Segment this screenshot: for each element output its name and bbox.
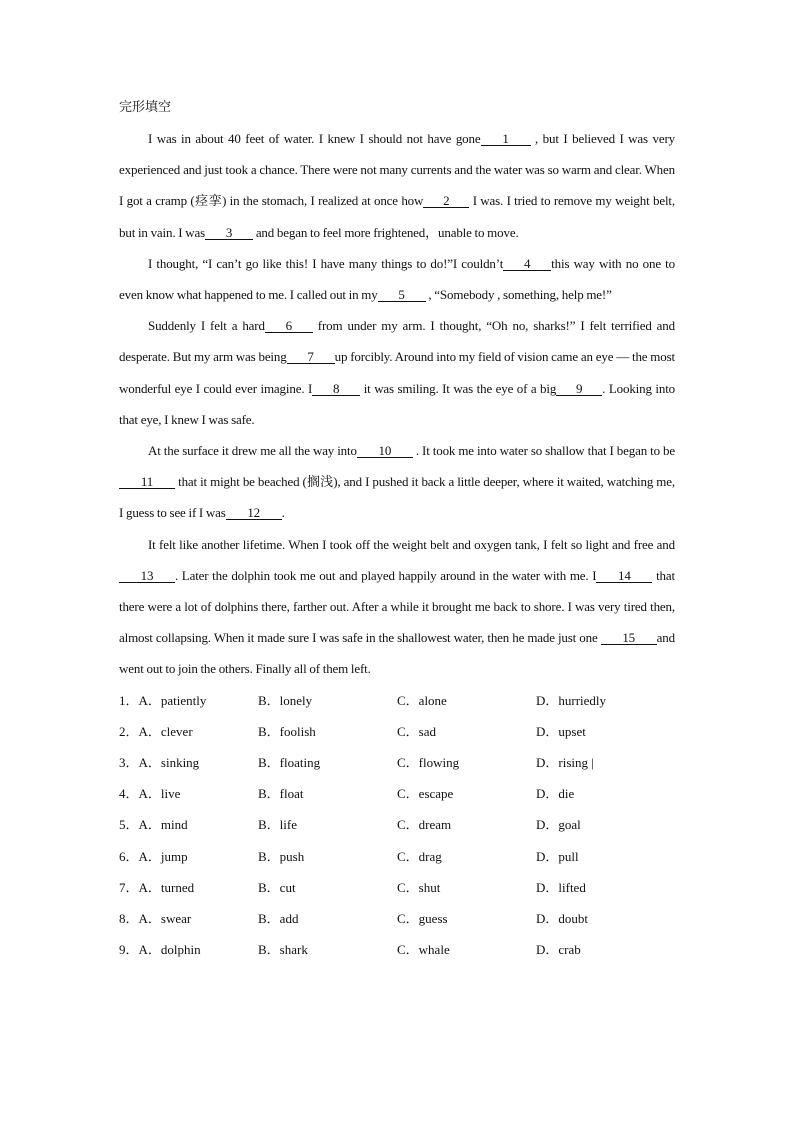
passage-paragraph — [119, 529, 675, 685]
passage-text: . — [281, 505, 285, 521]
passage-text: I was. I tried to remove my weight belt, but in vain. I was — [119, 193, 675, 240]
passage-text: , “Somebody , something, help me!” — [425, 287, 612, 303]
option-text: C．guess — [397, 910, 448, 926]
option-text: C．escape — [397, 786, 454, 802]
blank-7: 7 — [287, 350, 335, 364]
option-text: B．foolish — [258, 723, 316, 739]
question-number: 5． — [119, 817, 139, 833]
option-d — [536, 685, 675, 716]
passage-text: that there were a lot of dolphins there, farther out. After a while it brought me back to shore. I was very tired then, almost collapsing. When it made sure I was safe in the shallowest water, then he made just one — [119, 567, 675, 646]
option-text: A．sinking — [138, 755, 200, 771]
option-text: C．shut — [397, 879, 441, 895]
blank-1: 1 — [481, 132, 531, 146]
option-b — [258, 778, 397, 809]
passage-text: . Looking into that eye, I knew I was safe. — [119, 380, 676, 427]
question-row — [119, 716, 675, 747]
option-d — [536, 716, 675, 747]
option-a — [119, 685, 258, 716]
question-number: 3． — [119, 755, 139, 771]
option-b — [258, 809, 397, 840]
passage-text: . Later the dolphin took me out and played happily around in the water with me. I — [175, 567, 597, 583]
question-row — [119, 747, 675, 778]
option-d — [536, 903, 675, 934]
option-text: C．whale — [397, 942, 450, 958]
option-c — [397, 685, 536, 716]
option-a — [119, 716, 258, 747]
blank-14: 14 — [596, 569, 652, 583]
blank-13: 13 — [119, 569, 175, 583]
option-text: D．pull — [536, 848, 579, 864]
option-d — [536, 778, 675, 809]
option-text: A．turned — [138, 879, 195, 895]
option-c — [397, 778, 536, 809]
blank-12: 12 — [226, 506, 282, 520]
passage-text: At the surface it drew me all the way into — [148, 443, 357, 459]
option-text: C．dream — [397, 817, 452, 833]
blank-3: 3 — [205, 226, 253, 240]
option-c — [397, 747, 536, 778]
option-text: A．patiently — [138, 692, 207, 708]
option-b — [258, 872, 397, 903]
option-text: D．die — [536, 786, 575, 802]
option-text: D．doubt — [536, 910, 589, 926]
option-text: C．drag — [397, 848, 442, 864]
option-text: D．goal — [536, 817, 581, 833]
passage-text: up forcibly. Around into my field of vision came an eye — the most wonderful eye I could ever imagine. I — [119, 349, 675, 396]
answer-options — [119, 685, 675, 966]
option-d — [536, 809, 675, 840]
question-row — [119, 841, 675, 872]
option-text: D．rising | — [536, 755, 594, 771]
option-text: C．sad — [397, 723, 437, 739]
blank-15: 15 — [601, 631, 657, 645]
option-text: D．upset — [536, 723, 586, 739]
option-text: C．flowing — [397, 755, 460, 771]
option-d — [536, 747, 675, 778]
passage-paragraph — [119, 435, 675, 529]
passage-text: , but I believed I was very experienced and just took a chance. There were not many currents and the water was so warm and clear. When I got a cramp (痉挛) in the stomach, I realized at once how — [119, 131, 675, 209]
blank-10: 10 — [357, 444, 413, 458]
question-row — [119, 872, 675, 903]
blank-8: 8 — [312, 382, 360, 396]
option-b — [258, 747, 397, 778]
passage-text: It felt like another lifetime. When I took off the weight belt and oxygen tank, I felt so light and free and — [148, 536, 675, 552]
question-row — [119, 778, 675, 809]
blank-11: 11 — [119, 475, 175, 489]
question-number: 8． — [119, 910, 139, 926]
option-c — [397, 872, 536, 903]
option-text: B．shark — [258, 942, 308, 958]
document-page — [119, 92, 675, 965]
question-row — [119, 903, 675, 934]
option-d — [536, 934, 675, 965]
option-a — [119, 903, 258, 934]
passage-paragraph — [119, 123, 675, 248]
option-c — [397, 934, 536, 965]
option-text: D．lifted — [536, 879, 586, 895]
section-title: 完形填空 — [119, 100, 172, 115]
option-text: B．float — [258, 786, 304, 802]
blank-9: 9 — [556, 382, 602, 396]
option-text: C．alone — [397, 692, 447, 708]
question-number: 2． — [119, 723, 139, 739]
option-text: A．clever — [138, 723, 193, 739]
passage-text: I was in about 40 feet of water. I knew I should not have gone — [148, 131, 481, 146]
option-text: B．push — [258, 848, 305, 864]
passage-paragraph — [119, 248, 675, 310]
option-text: A．live — [138, 786, 181, 802]
question-number: 6． — [119, 848, 139, 864]
option-text: D．hurriedly — [536, 692, 607, 708]
blank-6: 6 — [265, 319, 313, 333]
option-c — [397, 903, 536, 934]
option-d — [536, 841, 675, 872]
passage-text: from under my arm. I thought, “Oh no, sharks!” I felt terrified and desperate. But my arm was being — [119, 318, 675, 365]
question-row — [119, 809, 675, 840]
passage-text: that it might be beached (搁浅), and I pushed it back a little deeper, where it waited, watching me, I guess to see if I was — [119, 474, 675, 521]
passage-text: I thought, “I can’t go like this! I have many things to do!”I couldn’t — [148, 255, 504, 271]
option-text: B．cut — [258, 879, 296, 895]
question-number: 7． — [119, 879, 139, 895]
option-text: B．add — [258, 910, 299, 926]
option-b — [258, 685, 397, 716]
blank-5: 5 — [378, 288, 426, 302]
option-text: A．mind — [138, 817, 188, 833]
question-number: 1． — [119, 692, 139, 708]
option-c — [397, 809, 536, 840]
option-a — [119, 809, 258, 840]
blank-4: 4 — [503, 257, 551, 271]
option-text: B．lonely — [258, 692, 313, 708]
option-b — [258, 934, 397, 965]
option-d — [536, 872, 675, 903]
option-text: A．dolphin — [138, 942, 201, 958]
passage-text: and began to feel more frightened，unable to move. — [253, 224, 519, 240]
passage-paragraph — [119, 310, 675, 435]
option-b — [258, 903, 397, 934]
passage-text: this way with no one to even know what happened to me. I called out in my — [119, 255, 675, 303]
question-number: 9． — [119, 942, 139, 958]
passage-text: it was smiling. It was the eye of a big — [360, 380, 557, 396]
option-a — [119, 747, 258, 778]
option-a — [119, 841, 258, 872]
blank-2: 2 — [423, 194, 469, 208]
option-b — [258, 716, 397, 747]
option-text: D．crab — [536, 942, 581, 958]
passage — [119, 123, 675, 685]
option-text: A．swear — [138, 910, 192, 926]
option-c — [397, 716, 536, 747]
option-text: B．life — [258, 817, 297, 833]
passage-text: Suddenly I felt a hard — [148, 318, 265, 334]
option-a — [119, 778, 258, 809]
question-number: 4． — [119, 786, 139, 802]
question-row — [119, 934, 675, 965]
option-text: A．jump — [138, 848, 188, 864]
option-text: B．floating — [258, 755, 321, 771]
option-a — [119, 934, 258, 965]
option-a — [119, 872, 258, 903]
option-b — [258, 841, 397, 872]
passage-text: and went out to join the others. Finally all of them left. — [119, 630, 675, 677]
question-row — [119, 685, 675, 716]
option-c — [397, 841, 536, 872]
passage-text: . It took me into water so shallow that I began to be — [412, 443, 675, 459]
